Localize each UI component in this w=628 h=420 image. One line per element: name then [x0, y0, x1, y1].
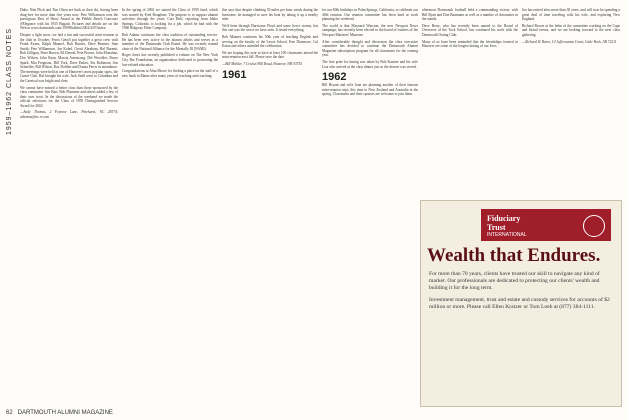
ad-headline: Wealth that Endures.	[427, 245, 601, 266]
column-2	[122, 8, 218, 400]
ad-emblem-icon	[583, 215, 605, 237]
col6-signature: —Richard W. Bates, 10 Jeffersonian Court, Little Rock, AR 72211	[522, 39, 617, 44]
col6-para-2: Richard Brown at the helm of the committee working on the Cape and Island events, and we are looking forward to the next class gathering.	[522, 23, 620, 37]
col3-para-2: We'd been through Hurricane Floyd and some fierce storms, but this one was the worst we have seen. It tested everything.	[222, 23, 318, 33]
col4-para-4: The first prize for timing was taken by Bob Kastner and his wife Lisa who arrived at the class dinner just as the dessert was served.	[322, 59, 418, 69]
col4-para-1: for our 60th birthdays in Palm Springs, California, to celebrate our 40th reunion. Our reunion committee has been hard at work planning the weekend.	[322, 8, 418, 22]
publication-name: DARTMOUTH ALUMNI MAGAZINE	[17, 410, 113, 416]
col3-para-1: Jim says that despite climbing 50 miles per hour winds during the hurricane, he managed to save his boat by taking it up a nearby inlet.	[222, 8, 318, 22]
col4-para-3: After considerable thought and discussion the class executive committee has decided to continue the Dartmouth Alumni Magazine subscription program for all classmates for the coming year.	[322, 39, 418, 58]
page-footer	[6, 410, 113, 416]
col1-signature: —Andy Thomas, 2 Feytone Lane, Pinehurst, NC 28374; athomas@nc.rr.com	[20, 110, 118, 120]
col2-para-2: Bob Adams continues the class tradition of outstanding service. He has been very active in the alumni affairs and serves as a member of the Dartmouth Club Board. He was recently named chair of the National Alliance for the Mentally Ill (NAMI).	[122, 32, 218, 51]
col2-para-1: In the spring of 2002 we started the Class of 1959 fund, which was started by Fred Boughner. The purpose is to support alumni activities through the years. Curt Duff, reporting from Idaho Springs, Colorado, is looking for a job, which he had with the 1960 Ridgway Fiber Company.	[122, 8, 218, 31]
ad-logo	[481, 209, 611, 241]
column-6	[522, 8, 620, 196]
col5-para-2: Dave Berry, who has recently been named to the Board of Overseers of the Tuck School, has continued his work with the Dartmouth Outing Club.	[422, 23, 518, 37]
section-margin-label	[6, 8, 18, 408]
page-number: 62	[6, 410, 13, 416]
ad-body	[429, 271, 613, 315]
col5-para-1: afternoon Dartmouth football held a commanding victory with Bill Ryan and Don Baumann as well as a number of classmates in the stands.	[422, 8, 518, 22]
ad-logo-line-1: Fiduciary	[487, 214, 521, 223]
col3-signature: —Bill Mahler, 7 Cricket Hill Road, Hanover, NH 03755	[222, 61, 303, 66]
col6-para-1: Joe has retired after more than 30 years, and will now be spending a great deal of time traveling with his wife, and exploring New England.	[522, 8, 620, 22]
col5-para-3: Many of us have been reminded that the friendships formed in Hanover are some of the longest lasting of our lives.	[422, 39, 518, 49]
advertisement	[420, 200, 622, 407]
ad-body-para-2: Investment management, trust and estate and custody services for accounts of $2 million or more. Please call Ellen Kratzer or Tom Loeb at (877) 384-1111.	[429, 296, 610, 310]
col2-para-3: Roger Jones has recently published a volume on The New York City Bar Foundation, an organization dedicated to promoting the law-related education.	[122, 53, 218, 67]
column-4	[322, 8, 418, 400]
col2-para-4: Congratulations to Alan Moore for finding a place on the staff of a new bank in Maine after many years of teaching and coaching.	[122, 69, 218, 78]
col1-para-1: Duke. Nini Flick and Tim Olsen are back in their ski, having been drug-free for more than five years now. Pete Williamson won the prestigious Best of Show Award at the Pebble Beach Concours d'Elegance with his 1935 Bugatti. Pictures and details are on the Web at www.dartmouth.com/1959Bulletin/2002/4/07/index.	[20, 8, 118, 31]
ad-logo-line-2: Trust	[487, 223, 506, 232]
ad-body-para-1: For more than 70 years, clients have trusted our skill to navigate any kind of market. Our professionals are dedicated to protecting our clients' wealth and building it for the long term.	[429, 271, 600, 292]
class-year-1961: 1961	[222, 68, 247, 81]
col4-para-2: The world is that Maynard Winston, the new Newport News campaign, has recently been elected to the board of trustees of the Newport Mariners' Museum.	[322, 23, 418, 37]
column-5	[422, 8, 518, 196]
column-1	[20, 8, 118, 400]
col1-para-2: Despite a light snow, we had a fun and successful mini-reunion at the club in October. Ferris Getoff put together a great crew with Frank Evans, Ralph Manuel, Bob Burnes, Dave Beamer, Stan Smith, Pete Williamson, Joe Kobel, Gerrit Abraham, Hal Burnett, Bob Gilligan, Peter Brown, Ed Deneal, Pete Brown, John Monahan, Doc Wilson, John Ryan, Marcia Armstrong, Del Weschler, Bruce Spark, Mia Ferguson, Bill York, Dave Dukes, Stu Robinson, Jim Schaeffer, Bill Wilson, Rox Dobbin and Donna Ferris in attendance. The meetings were held at one of Hanover's most popular spots, the Canoe Club. Hal brought his wife. Jack Snell went to Columbia and the Carnival was bright and clear.	[20, 32, 118, 83]
margin-label-text: 1959–1962 CLASS NOTES	[6, 28, 13, 135]
col4-1962-text: Bill Bryant and wife Joan are planning another of their famous mini-reunion trips, this time to New Zealand and Australia in the spring. Classmates and their spouses are welcome to join them.	[322, 83, 418, 97]
col3-para-4: We are hoping this year to have at least 100 classmates attend the mini-reunion next fall. Please save the date.	[222, 50, 318, 60]
class-year-1962: 1962	[322, 71, 347, 84]
col1-para-3: We cannot have missed a better class than those sponsored by the class committee. Jim Barr, Bob Plummer and others added a few of their own twist. In the discussions of the weekend we made the official selections for the Class of 1959 Distinguished Service Award for 2002.	[20, 85, 118, 108]
ad-logo-line-3: INTERNATIONAL	[487, 232, 527, 238]
column-3	[222, 8, 318, 400]
col3-para-3: Bob Mannes continues his 50th year of teaching English and serving on the faculty of the Lewis School. Ken Dinsmore, Cal Eaton and others attended the celebration.	[222, 34, 318, 49]
